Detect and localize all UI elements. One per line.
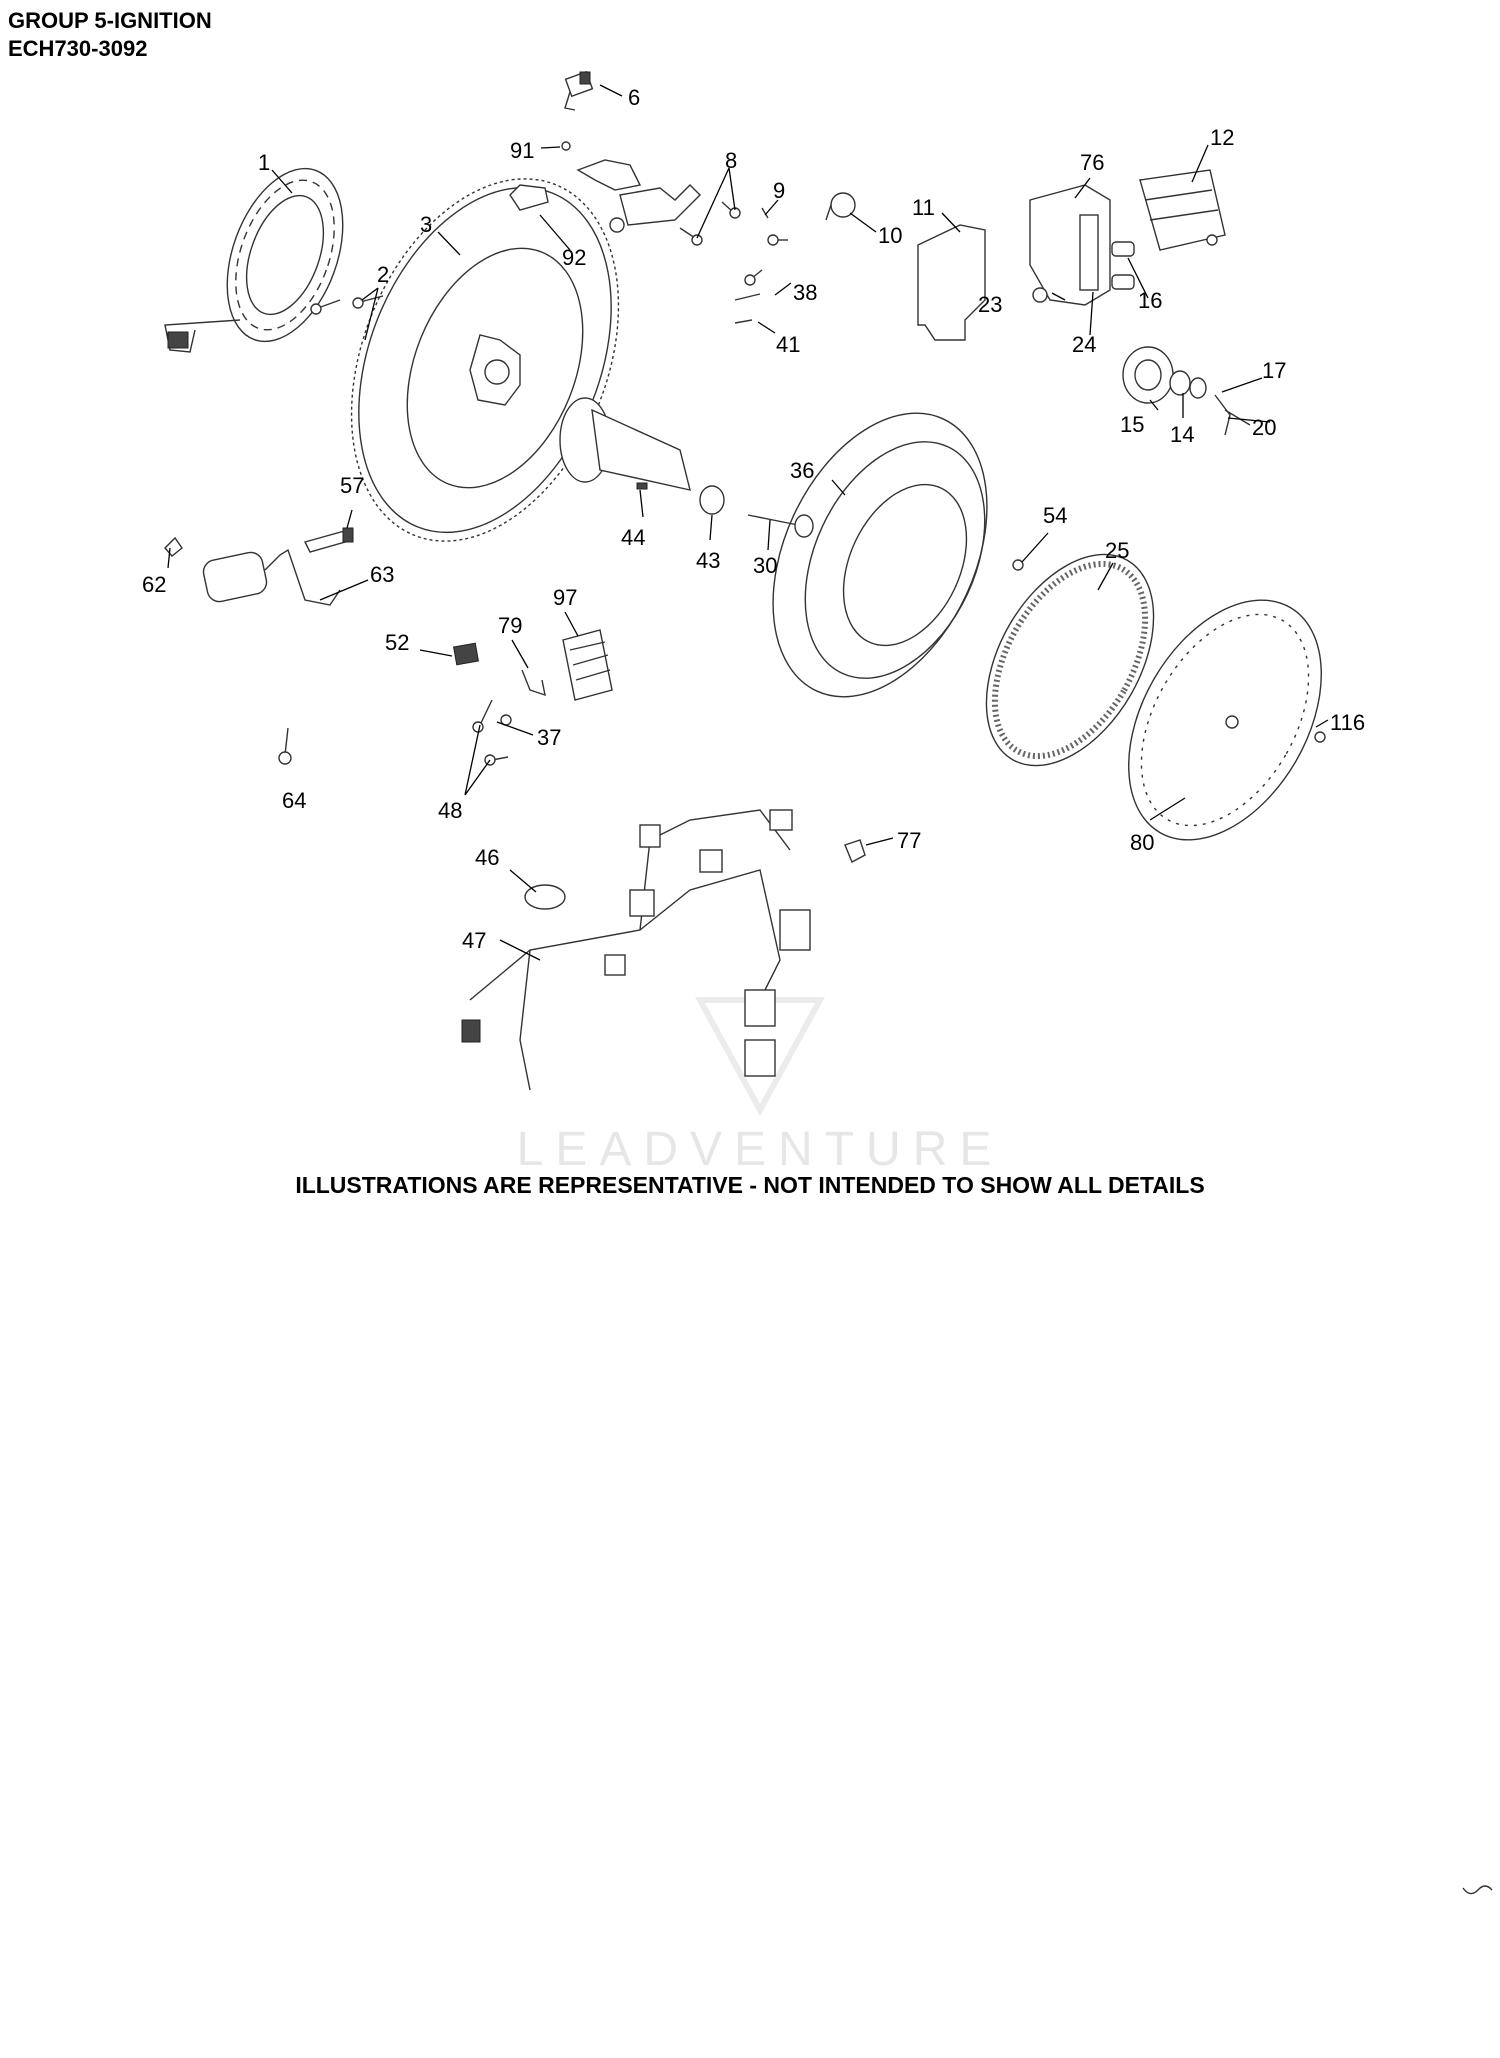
callout-91: 91 xyxy=(510,138,535,163)
callout-46: 46 xyxy=(475,845,500,870)
callout-48: 48 xyxy=(438,798,463,823)
callout-8: 8 xyxy=(725,148,738,173)
callout-57: 57 xyxy=(340,473,365,498)
spark-plug-part xyxy=(305,528,353,552)
callout-79: 79 xyxy=(498,613,523,638)
callout-9: 9 xyxy=(773,178,786,203)
mounting-plate-part xyxy=(918,225,985,340)
callout-116: 116 xyxy=(1330,710,1366,735)
callout-12: 12 xyxy=(1210,125,1235,150)
disclaimer-text: ILLUSTRATIONS ARE REPRESENTATIVE - NOT INTENDED TO SHOW ALL DETAILS xyxy=(295,1172,1205,1198)
nut-part xyxy=(562,142,570,150)
fan-guard-part xyxy=(1089,566,1361,873)
screw-part xyxy=(745,235,788,285)
model-number: ECH730-3092 xyxy=(8,36,148,61)
clip-part xyxy=(165,538,182,556)
callout-77: 77 xyxy=(897,828,922,853)
callout-80: 80 xyxy=(1130,830,1155,855)
callout-44: 44 xyxy=(621,525,646,550)
callout-17: 17 xyxy=(1262,358,1287,383)
bolt-part xyxy=(748,515,813,537)
callout-37: 37 xyxy=(537,725,562,750)
callout-16: 16 xyxy=(1138,288,1163,313)
group-title: GROUP 5-IGNITION xyxy=(8,8,212,33)
callout-20: 20 xyxy=(1252,415,1277,440)
bolt-part xyxy=(279,728,291,764)
clip-part xyxy=(522,670,545,695)
callout-23: 23 xyxy=(978,292,1003,317)
ecu-module-part xyxy=(1140,170,1225,250)
callout-6: 6 xyxy=(628,85,641,110)
cover-part xyxy=(1080,215,1098,290)
stator-part xyxy=(165,153,365,358)
callout-97: 97 xyxy=(553,585,578,610)
diode-part xyxy=(454,643,479,665)
callout-3: 3 xyxy=(420,212,433,237)
wire-part xyxy=(735,320,752,323)
callout-11: 11 xyxy=(912,195,935,220)
callout-47: 47 xyxy=(462,928,487,953)
ignition-coil-part xyxy=(201,550,340,605)
grommet-part xyxy=(1033,288,1047,302)
corner-mark xyxy=(1463,1886,1492,1894)
callout-1: 1 xyxy=(258,150,271,175)
wire-part xyxy=(735,294,760,300)
callout-62: 62 xyxy=(142,572,167,597)
callout-24: 24 xyxy=(1072,332,1097,357)
sensor-part xyxy=(565,72,592,110)
wiring-harness-part xyxy=(462,810,810,1090)
shaft-adapter-part xyxy=(560,398,690,490)
connector-part xyxy=(1112,242,1134,289)
callout-25: 25 xyxy=(1105,538,1130,563)
callout-64: 64 xyxy=(282,788,307,813)
callout-36: 36 xyxy=(790,458,815,483)
watermark: LEADVENTURE xyxy=(516,1123,1004,1176)
regulator-part xyxy=(563,630,612,700)
bracket-part xyxy=(510,160,700,232)
callout-41: 41 xyxy=(776,332,801,357)
screw-part xyxy=(1315,732,1325,742)
callout-63: 63 xyxy=(370,562,395,587)
flywheel-part xyxy=(301,139,669,581)
callout-38: 38 xyxy=(793,280,818,305)
callout-30: 30 xyxy=(753,553,778,578)
callout-76: 76 xyxy=(1080,150,1105,175)
callout-2: 2 xyxy=(377,262,390,287)
callout-43: 43 xyxy=(696,548,721,573)
callout-10: 10 xyxy=(878,223,903,248)
screen-part xyxy=(952,525,1188,794)
clip-part xyxy=(826,193,855,220)
washer-part xyxy=(700,486,724,514)
callout-92: 92 xyxy=(562,245,587,270)
screw-part xyxy=(1013,560,1023,570)
callout-52: 52 xyxy=(385,630,410,655)
callout-15: 15 xyxy=(1120,412,1145,437)
callout-14: 14 xyxy=(1170,422,1195,447)
clamp-part xyxy=(845,840,865,862)
callout-54: 54 xyxy=(1043,503,1068,528)
